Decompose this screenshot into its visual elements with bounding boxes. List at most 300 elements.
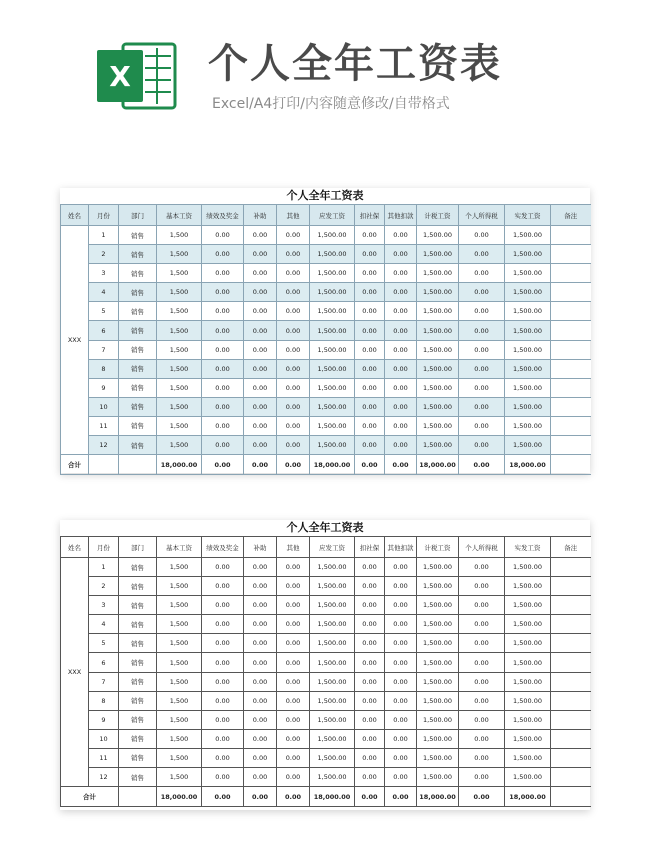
table-cell[interactable]: 0.00 xyxy=(277,359,310,378)
table-cell[interactable]: 1,500.00 xyxy=(417,359,459,378)
table-cell[interactable]: 0.00 xyxy=(385,264,417,283)
table-cell[interactable]: 0.00 xyxy=(459,672,505,691)
table-cell[interactable]: 0.00 xyxy=(355,577,385,596)
table-cell[interactable]: 0.00 xyxy=(277,245,310,264)
table-cell[interactable]: 0.00 xyxy=(244,397,277,416)
table-cell[interactable]: 1,500.00 xyxy=(310,653,355,672)
table-cell[interactable]: 1,500.00 xyxy=(505,226,551,245)
total-cell[interactable]: 0.00 xyxy=(459,787,505,807)
table-cell[interactable]: 1,500.00 xyxy=(417,653,459,672)
table-cell[interactable]: 1,500.00 xyxy=(505,245,551,264)
table-cell[interactable]: 0.00 xyxy=(244,577,277,596)
table-cell[interactable]: 10 xyxy=(89,397,119,416)
table-cell[interactable]: 1,500 xyxy=(157,748,202,767)
table-cell[interactable]: 0.00 xyxy=(355,264,385,283)
total-cell[interactable]: 0.00 xyxy=(355,787,385,807)
table-cell[interactable]: 0.00 xyxy=(459,397,505,416)
table-cell[interactable]: 0.00 xyxy=(459,302,505,321)
table-cell[interactable]: 1,500 xyxy=(157,416,202,435)
table-cell[interactable]: 0.00 xyxy=(244,283,277,302)
table-cell[interactable]: 0.00 xyxy=(277,710,310,729)
table-cell[interactable] xyxy=(551,577,591,596)
table-cell[interactable]: 0.00 xyxy=(244,768,277,787)
table-cell[interactable] xyxy=(551,397,591,416)
table-cell[interactable]: 1,500.00 xyxy=(417,321,459,340)
table-cell[interactable]: 1,500 xyxy=(157,768,202,787)
table-cell[interactable]: 1,500.00 xyxy=(505,768,551,787)
total-cell[interactable]: 0.00 xyxy=(385,787,417,807)
table-cell[interactable]: 销售 xyxy=(119,691,157,710)
table-cell[interactable]: 0.00 xyxy=(459,321,505,340)
table-cell[interactable]: 0.00 xyxy=(355,283,385,302)
table-cell[interactable]: 0.00 xyxy=(385,768,417,787)
table-cell[interactable]: 0.00 xyxy=(277,264,310,283)
table-cell[interactable] xyxy=(551,558,591,577)
table-cell[interactable]: 1,500.00 xyxy=(310,558,355,577)
table-cell[interactable]: 1,500.00 xyxy=(310,264,355,283)
table-cell[interactable]: 1,500.00 xyxy=(310,691,355,710)
table-cell[interactable] xyxy=(89,455,119,475)
table-cell[interactable] xyxy=(551,672,591,691)
table-cell[interactable]: 1,500.00 xyxy=(505,302,551,321)
table-cell[interactable]: 0.00 xyxy=(244,436,277,455)
table-cell[interactable]: 0.00 xyxy=(355,710,385,729)
table-cell[interactable]: 11 xyxy=(89,748,119,767)
table-cell[interactable]: 0.00 xyxy=(277,691,310,710)
total-cell[interactable]: 18,000.00 xyxy=(310,455,355,475)
table-cell[interactable] xyxy=(551,653,591,672)
table-cell[interactable]: 1,500.00 xyxy=(310,768,355,787)
table-cell[interactable]: 0.00 xyxy=(355,302,385,321)
table-cell[interactable]: 9 xyxy=(89,710,119,729)
table-cell[interactable]: 0.00 xyxy=(202,634,244,653)
table-cell[interactable]: 销售 xyxy=(119,397,157,416)
table-cell[interactable]: 1,500 xyxy=(157,264,202,283)
table-cell[interactable]: 1,500.00 xyxy=(417,245,459,264)
table-cell[interactable]: 1,500.00 xyxy=(505,359,551,378)
table-cell[interactable] xyxy=(551,340,591,359)
table-cell[interactable]: 0.00 xyxy=(277,378,310,397)
table-cell[interactable]: 0.00 xyxy=(244,245,277,264)
table-cell[interactable]: 0.00 xyxy=(385,378,417,397)
table-cell[interactable]: 1,500.00 xyxy=(505,748,551,767)
table-cell[interactable]: 1,500.00 xyxy=(310,359,355,378)
table-cell[interactable]: 0.00 xyxy=(244,691,277,710)
table-cell[interactable] xyxy=(551,302,591,321)
table-cell[interactable] xyxy=(551,634,591,653)
table-cell[interactable] xyxy=(551,729,591,748)
table-cell[interactable]: 销售 xyxy=(119,729,157,748)
table-cell[interactable]: 1,500.00 xyxy=(417,397,459,416)
table-cell[interactable]: 0.00 xyxy=(202,264,244,283)
table-cell[interactable]: 1,500 xyxy=(157,691,202,710)
table-cell[interactable]: 0.00 xyxy=(385,283,417,302)
table-cell[interactable] xyxy=(551,378,591,397)
table-cell[interactable] xyxy=(551,748,591,767)
table-cell[interactable]: 0.00 xyxy=(385,302,417,321)
table-cell[interactable] xyxy=(551,691,591,710)
table-cell[interactable]: 销售 xyxy=(119,416,157,435)
table-cell[interactable]: 0.00 xyxy=(459,226,505,245)
table-cell[interactable]: 0.00 xyxy=(277,302,310,321)
table-cell[interactable]: 0.00 xyxy=(459,283,505,302)
table-cell[interactable]: 1,500.00 xyxy=(417,691,459,710)
table-cell[interactable] xyxy=(119,455,157,475)
table-cell[interactable]: 1,500.00 xyxy=(505,378,551,397)
total-cell[interactable]: 0.00 xyxy=(202,787,244,807)
table-cell[interactable] xyxy=(551,596,591,615)
table-cell[interactable]: 1,500.00 xyxy=(417,748,459,767)
table-cell[interactable]: 销售 xyxy=(119,302,157,321)
table-cell[interactable]: 0.00 xyxy=(202,729,244,748)
table-cell[interactable]: 0.00 xyxy=(244,302,277,321)
table-cell[interactable]: 1,500.00 xyxy=(505,653,551,672)
table-cell[interactable]: 0.00 xyxy=(202,245,244,264)
table-cell[interactable]: 0.00 xyxy=(277,748,310,767)
table-cell[interactable]: 1,500 xyxy=(157,302,202,321)
table-cell[interactable]: 0.00 xyxy=(355,748,385,767)
table-cell[interactable]: 3 xyxy=(89,596,119,615)
table-cell[interactable]: 1,500.00 xyxy=(310,321,355,340)
table-cell[interactable]: 0.00 xyxy=(277,729,310,748)
table-cell[interactable]: 1,500 xyxy=(157,729,202,748)
table-cell[interactable]: 销售 xyxy=(119,245,157,264)
total-cell[interactable]: 18,000.00 xyxy=(157,455,202,475)
table-cell[interactable]: 1,500.00 xyxy=(310,340,355,359)
table-cell[interactable]: 0.00 xyxy=(244,672,277,691)
table-cell[interactable]: 销售 xyxy=(119,378,157,397)
table-cell[interactable]: 0.00 xyxy=(202,596,244,615)
table-cell[interactable]: 1,500.00 xyxy=(310,436,355,455)
table-cell[interactable]: 3 xyxy=(89,264,119,283)
table-cell[interactable]: 1,500 xyxy=(157,436,202,455)
table-cell[interactable]: 1,500.00 xyxy=(310,416,355,435)
table-cell[interactable]: 6 xyxy=(89,321,119,340)
table-cell[interactable]: 销售 xyxy=(119,264,157,283)
table-cell[interactable]: 0.00 xyxy=(459,340,505,359)
table-cell[interactable]: 销售 xyxy=(119,615,157,634)
table-cell[interactable]: 0.00 xyxy=(355,615,385,634)
table-cell[interactable]: 0.00 xyxy=(277,653,310,672)
table-cell[interactable]: 1,500.00 xyxy=(417,378,459,397)
table-cell[interactable]: 2 xyxy=(89,245,119,264)
table-cell[interactable]: 0.00 xyxy=(385,596,417,615)
table-cell[interactable]: 1,500 xyxy=(157,226,202,245)
table-cell[interactable]: 0.00 xyxy=(459,436,505,455)
table-cell[interactable]: 1,500.00 xyxy=(417,729,459,748)
table-cell[interactable]: 0.00 xyxy=(277,436,310,455)
table-cell[interactable]: 1,500.00 xyxy=(417,436,459,455)
table-cell[interactable]: 0.00 xyxy=(277,558,310,577)
table-cell[interactable]: 7 xyxy=(89,672,119,691)
table-cell[interactable]: 0.00 xyxy=(202,397,244,416)
table-cell[interactable]: 1,500.00 xyxy=(310,729,355,748)
table-cell[interactable]: 0.00 xyxy=(244,729,277,748)
table-cell[interactable] xyxy=(551,416,591,435)
table-cell[interactable]: 销售 xyxy=(119,748,157,767)
table-cell[interactable] xyxy=(551,436,591,455)
table-cell[interactable]: 1,500.00 xyxy=(505,283,551,302)
table-cell[interactable]: 1,500.00 xyxy=(310,748,355,767)
table-cell[interactable]: 0.00 xyxy=(244,615,277,634)
table-cell[interactable]: 0.00 xyxy=(244,748,277,767)
table-cell[interactable]: 0.00 xyxy=(459,768,505,787)
table-cell[interactable]: 0.00 xyxy=(202,359,244,378)
table-cell[interactable]: 0.00 xyxy=(385,615,417,634)
table-cell[interactable]: 0.00 xyxy=(355,653,385,672)
table-cell[interactable]: 1,500 xyxy=(157,378,202,397)
table-cell[interactable]: 0.00 xyxy=(355,226,385,245)
table-cell[interactable]: 0.00 xyxy=(277,321,310,340)
table-cell[interactable]: 1,500.00 xyxy=(505,672,551,691)
table-cell[interactable]: 销售 xyxy=(119,226,157,245)
table-cell[interactable] xyxy=(551,283,591,302)
table-cell[interactable]: 0.00 xyxy=(385,672,417,691)
table-cell[interactable]: 1,500.00 xyxy=(417,596,459,615)
table-cell[interactable] xyxy=(551,787,591,807)
table-cell[interactable]: 1,500 xyxy=(157,634,202,653)
table-cell[interactable]: 0.00 xyxy=(244,416,277,435)
table-cell[interactable]: 0.00 xyxy=(244,264,277,283)
table-cell[interactable]: 1,500 xyxy=(157,359,202,378)
table-cell[interactable]: 4 xyxy=(89,283,119,302)
table-cell[interactable]: 0.00 xyxy=(355,596,385,615)
table-cell[interactable]: 0.00 xyxy=(385,359,417,378)
table-cell[interactable]: 0.00 xyxy=(202,302,244,321)
table-cell[interactable]: 1,500.00 xyxy=(505,558,551,577)
table-cell[interactable] xyxy=(119,787,157,807)
table-cell[interactable]: 1,500.00 xyxy=(505,596,551,615)
table-cell[interactable]: 0.00 xyxy=(385,710,417,729)
table-cell[interactable]: 1,500.00 xyxy=(505,321,551,340)
total-cell[interactable]: 18,000.00 xyxy=(505,455,551,475)
table-cell[interactable]: 0.00 xyxy=(355,359,385,378)
table-cell[interactable]: 0.00 xyxy=(277,768,310,787)
table-cell[interactable]: 销售 xyxy=(119,359,157,378)
table-cell[interactable]: 1,500 xyxy=(157,397,202,416)
total-cell[interactable]: 0.00 xyxy=(202,455,244,475)
table-cell[interactable]: 0.00 xyxy=(355,691,385,710)
table-cell[interactable]: 0.00 xyxy=(355,634,385,653)
table-cell[interactable] xyxy=(551,768,591,787)
table-cell[interactable]: 12 xyxy=(89,768,119,787)
table-cell[interactable]: 0.00 xyxy=(277,615,310,634)
table-cell[interactable]: 0.00 xyxy=(459,596,505,615)
table-cell[interactable]: 1,500.00 xyxy=(417,615,459,634)
table-cell[interactable]: 0.00 xyxy=(459,264,505,283)
table-cell[interactable]: 0.00 xyxy=(355,436,385,455)
table-cell[interactable]: 2 xyxy=(89,577,119,596)
table-cell[interactable]: 0.00 xyxy=(277,672,310,691)
table-cell[interactable]: 1,500 xyxy=(157,672,202,691)
table-cell[interactable]: 1,500.00 xyxy=(417,768,459,787)
table-cell[interactable]: 0.00 xyxy=(277,596,310,615)
table-cell[interactable]: 0.00 xyxy=(385,634,417,653)
table-cell[interactable]: 0.00 xyxy=(355,340,385,359)
table-cell[interactable]: 1 xyxy=(89,226,119,245)
table-cell[interactable]: 销售 xyxy=(119,596,157,615)
table-cell[interactable]: 1,500.00 xyxy=(417,710,459,729)
table-cell[interactable]: 1,500.00 xyxy=(417,264,459,283)
table-cell[interactable]: 销售 xyxy=(119,340,157,359)
table-cell[interactable]: 0.00 xyxy=(459,653,505,672)
table-cell[interactable]: 11 xyxy=(89,416,119,435)
table-cell[interactable]: 0.00 xyxy=(202,226,244,245)
table-cell[interactable]: 0.00 xyxy=(459,691,505,710)
table-cell[interactable] xyxy=(551,321,591,340)
table-cell[interactable]: 0.00 xyxy=(244,321,277,340)
table-cell[interactable]: 销售 xyxy=(119,283,157,302)
table-cell[interactable]: 1,500.00 xyxy=(417,634,459,653)
table-cell[interactable]: 0.00 xyxy=(244,634,277,653)
table-cell[interactable]: 0.00 xyxy=(202,653,244,672)
table-cell[interactable]: 1,500.00 xyxy=(417,672,459,691)
table-cell[interactable] xyxy=(551,245,591,264)
table-cell[interactable]: 销售 xyxy=(119,710,157,729)
table-cell[interactable]: 0.00 xyxy=(202,615,244,634)
table-cell[interactable]: 1,500.00 xyxy=(417,226,459,245)
total-cell[interactable]: 0.00 xyxy=(459,455,505,475)
table-cell[interactable]: 销售 xyxy=(119,558,157,577)
table-cell[interactable]: 0.00 xyxy=(355,416,385,435)
total-cell[interactable]: 0.00 xyxy=(355,455,385,475)
table-cell[interactable]: 0.00 xyxy=(202,378,244,397)
table-cell[interactable]: 1,500 xyxy=(157,283,202,302)
table-cell[interactable]: 0.00 xyxy=(385,245,417,264)
table-cell[interactable]: 0.00 xyxy=(385,691,417,710)
table-cell[interactable]: 0.00 xyxy=(459,634,505,653)
table-cell[interactable]: 销售 xyxy=(119,653,157,672)
table-cell[interactable]: 0.00 xyxy=(355,378,385,397)
table-cell[interactable]: 1,500.00 xyxy=(505,691,551,710)
table-cell[interactable]: 0.00 xyxy=(202,321,244,340)
table-cell[interactable]: 0.00 xyxy=(385,321,417,340)
table-cell[interactable]: 1,500.00 xyxy=(310,577,355,596)
table-cell[interactable]: 0.00 xyxy=(202,768,244,787)
table-cell[interactable]: 1,500.00 xyxy=(505,340,551,359)
table-cell[interactable]: 0.00 xyxy=(355,321,385,340)
employee-name-cell[interactable]: XXX xyxy=(61,226,89,455)
table-cell[interactable]: 1,500 xyxy=(157,321,202,340)
table-cell[interactable]: 0.00 xyxy=(244,558,277,577)
total-cell[interactable]: 18,000.00 xyxy=(310,787,355,807)
table-cell[interactable]: 0.00 xyxy=(459,577,505,596)
table-cell[interactable] xyxy=(551,226,591,245)
table-cell[interactable]: 0.00 xyxy=(355,768,385,787)
table-cell[interactable]: 0.00 xyxy=(244,710,277,729)
total-cell[interactable]: 18,000.00 xyxy=(157,787,202,807)
table-cell[interactable]: 4 xyxy=(89,615,119,634)
table-cell[interactable]: 销售 xyxy=(119,672,157,691)
table-cell[interactable]: 0.00 xyxy=(202,283,244,302)
table-cell[interactable]: 0.00 xyxy=(385,416,417,435)
table-cell[interactable]: 0.00 xyxy=(277,634,310,653)
table-cell[interactable]: 0.00 xyxy=(202,691,244,710)
table-cell[interactable]: 1,500.00 xyxy=(505,729,551,748)
total-cell[interactable]: 0.00 xyxy=(244,455,277,475)
table-cell[interactable]: 0.00 xyxy=(459,378,505,397)
table-cell[interactable]: 1,500 xyxy=(157,710,202,729)
table-cell[interactable]: 0.00 xyxy=(459,359,505,378)
table-cell[interactable]: 1,500.00 xyxy=(310,615,355,634)
table-cell[interactable]: 1,500.00 xyxy=(505,615,551,634)
table-cell[interactable]: 1,500.00 xyxy=(417,340,459,359)
table-cell[interactable]: 1,500.00 xyxy=(505,710,551,729)
table-cell[interactable]: 0.00 xyxy=(277,283,310,302)
table-cell[interactable]: 9 xyxy=(89,378,119,397)
table-cell[interactable]: 0.00 xyxy=(202,748,244,767)
table-cell[interactable]: 0.00 xyxy=(385,748,417,767)
table-cell[interactable]: 0.00 xyxy=(385,577,417,596)
table-cell[interactable]: 销售 xyxy=(119,768,157,787)
table-cell[interactable]: 6 xyxy=(89,653,119,672)
table-cell[interactable] xyxy=(551,264,591,283)
table-cell[interactable]: 0.00 xyxy=(459,615,505,634)
table-cell[interactable]: 0.00 xyxy=(277,340,310,359)
table-cell[interactable]: 1,500.00 xyxy=(310,596,355,615)
table-cell[interactable]: 1,500.00 xyxy=(505,436,551,455)
table-cell[interactable]: 0.00 xyxy=(459,748,505,767)
total-cell[interactable]: 0.00 xyxy=(277,787,310,807)
table-cell[interactable]: 0.00 xyxy=(202,416,244,435)
table-cell[interactable]: 5 xyxy=(89,302,119,321)
table-cell[interactable]: 1,500 xyxy=(157,596,202,615)
table-cell[interactable]: 0.00 xyxy=(244,596,277,615)
table-cell[interactable]: 8 xyxy=(89,359,119,378)
table-cell[interactable]: 0.00 xyxy=(355,397,385,416)
table-cell[interactable]: 0.00 xyxy=(277,226,310,245)
table-cell[interactable]: 0.00 xyxy=(459,710,505,729)
table-cell[interactable]: 0.00 xyxy=(202,577,244,596)
total-cell[interactable]: 18,000.00 xyxy=(505,787,551,807)
table-cell[interactable] xyxy=(551,359,591,378)
total-cell[interactable]: 0.00 xyxy=(244,787,277,807)
table-cell[interactable]: 0.00 xyxy=(244,340,277,359)
table-cell[interactable]: 0.00 xyxy=(459,729,505,748)
table-cell[interactable]: 1,500.00 xyxy=(505,397,551,416)
table-cell[interactable]: 0.00 xyxy=(277,416,310,435)
table-cell[interactable]: 销售 xyxy=(119,634,157,653)
table-cell[interactable]: 0.00 xyxy=(385,397,417,416)
table-cell[interactable]: 0.00 xyxy=(244,359,277,378)
table-cell[interactable] xyxy=(551,455,591,475)
table-cell[interactable]: 1,500 xyxy=(157,653,202,672)
table-cell[interactable]: 0.00 xyxy=(202,672,244,691)
table-cell[interactable]: 0.00 xyxy=(385,558,417,577)
table-cell[interactable]: 12 xyxy=(89,436,119,455)
table-cell[interactable] xyxy=(551,615,591,634)
table-cell[interactable]: 10 xyxy=(89,729,119,748)
employee-name-cell[interactable]: XXX xyxy=(61,558,89,787)
table-cell[interactable]: 0.00 xyxy=(385,436,417,455)
table-cell[interactable]: 1,500.00 xyxy=(417,558,459,577)
table-cell[interactable]: 0.00 xyxy=(244,378,277,397)
table-cell[interactable]: 1,500.00 xyxy=(310,634,355,653)
table-cell[interactable]: 1,500.00 xyxy=(505,577,551,596)
table-cell[interactable]: 1,500.00 xyxy=(505,416,551,435)
table-cell[interactable]: 销售 xyxy=(119,321,157,340)
table-cell[interactable]: 1,500.00 xyxy=(505,264,551,283)
table-cell[interactable]: 0.00 xyxy=(459,245,505,264)
table-cell[interactable]: 0.00 xyxy=(202,436,244,455)
table-cell[interactable]: 0.00 xyxy=(202,710,244,729)
table-cell[interactable]: 1,500.00 xyxy=(417,416,459,435)
table-cell[interactable]: 0.00 xyxy=(202,340,244,359)
total-cell[interactable]: 0.00 xyxy=(277,455,310,475)
table-cell[interactable]: 0.00 xyxy=(244,226,277,245)
table-cell[interactable]: 0.00 xyxy=(355,245,385,264)
table-cell[interactable]: 1,500.00 xyxy=(417,283,459,302)
